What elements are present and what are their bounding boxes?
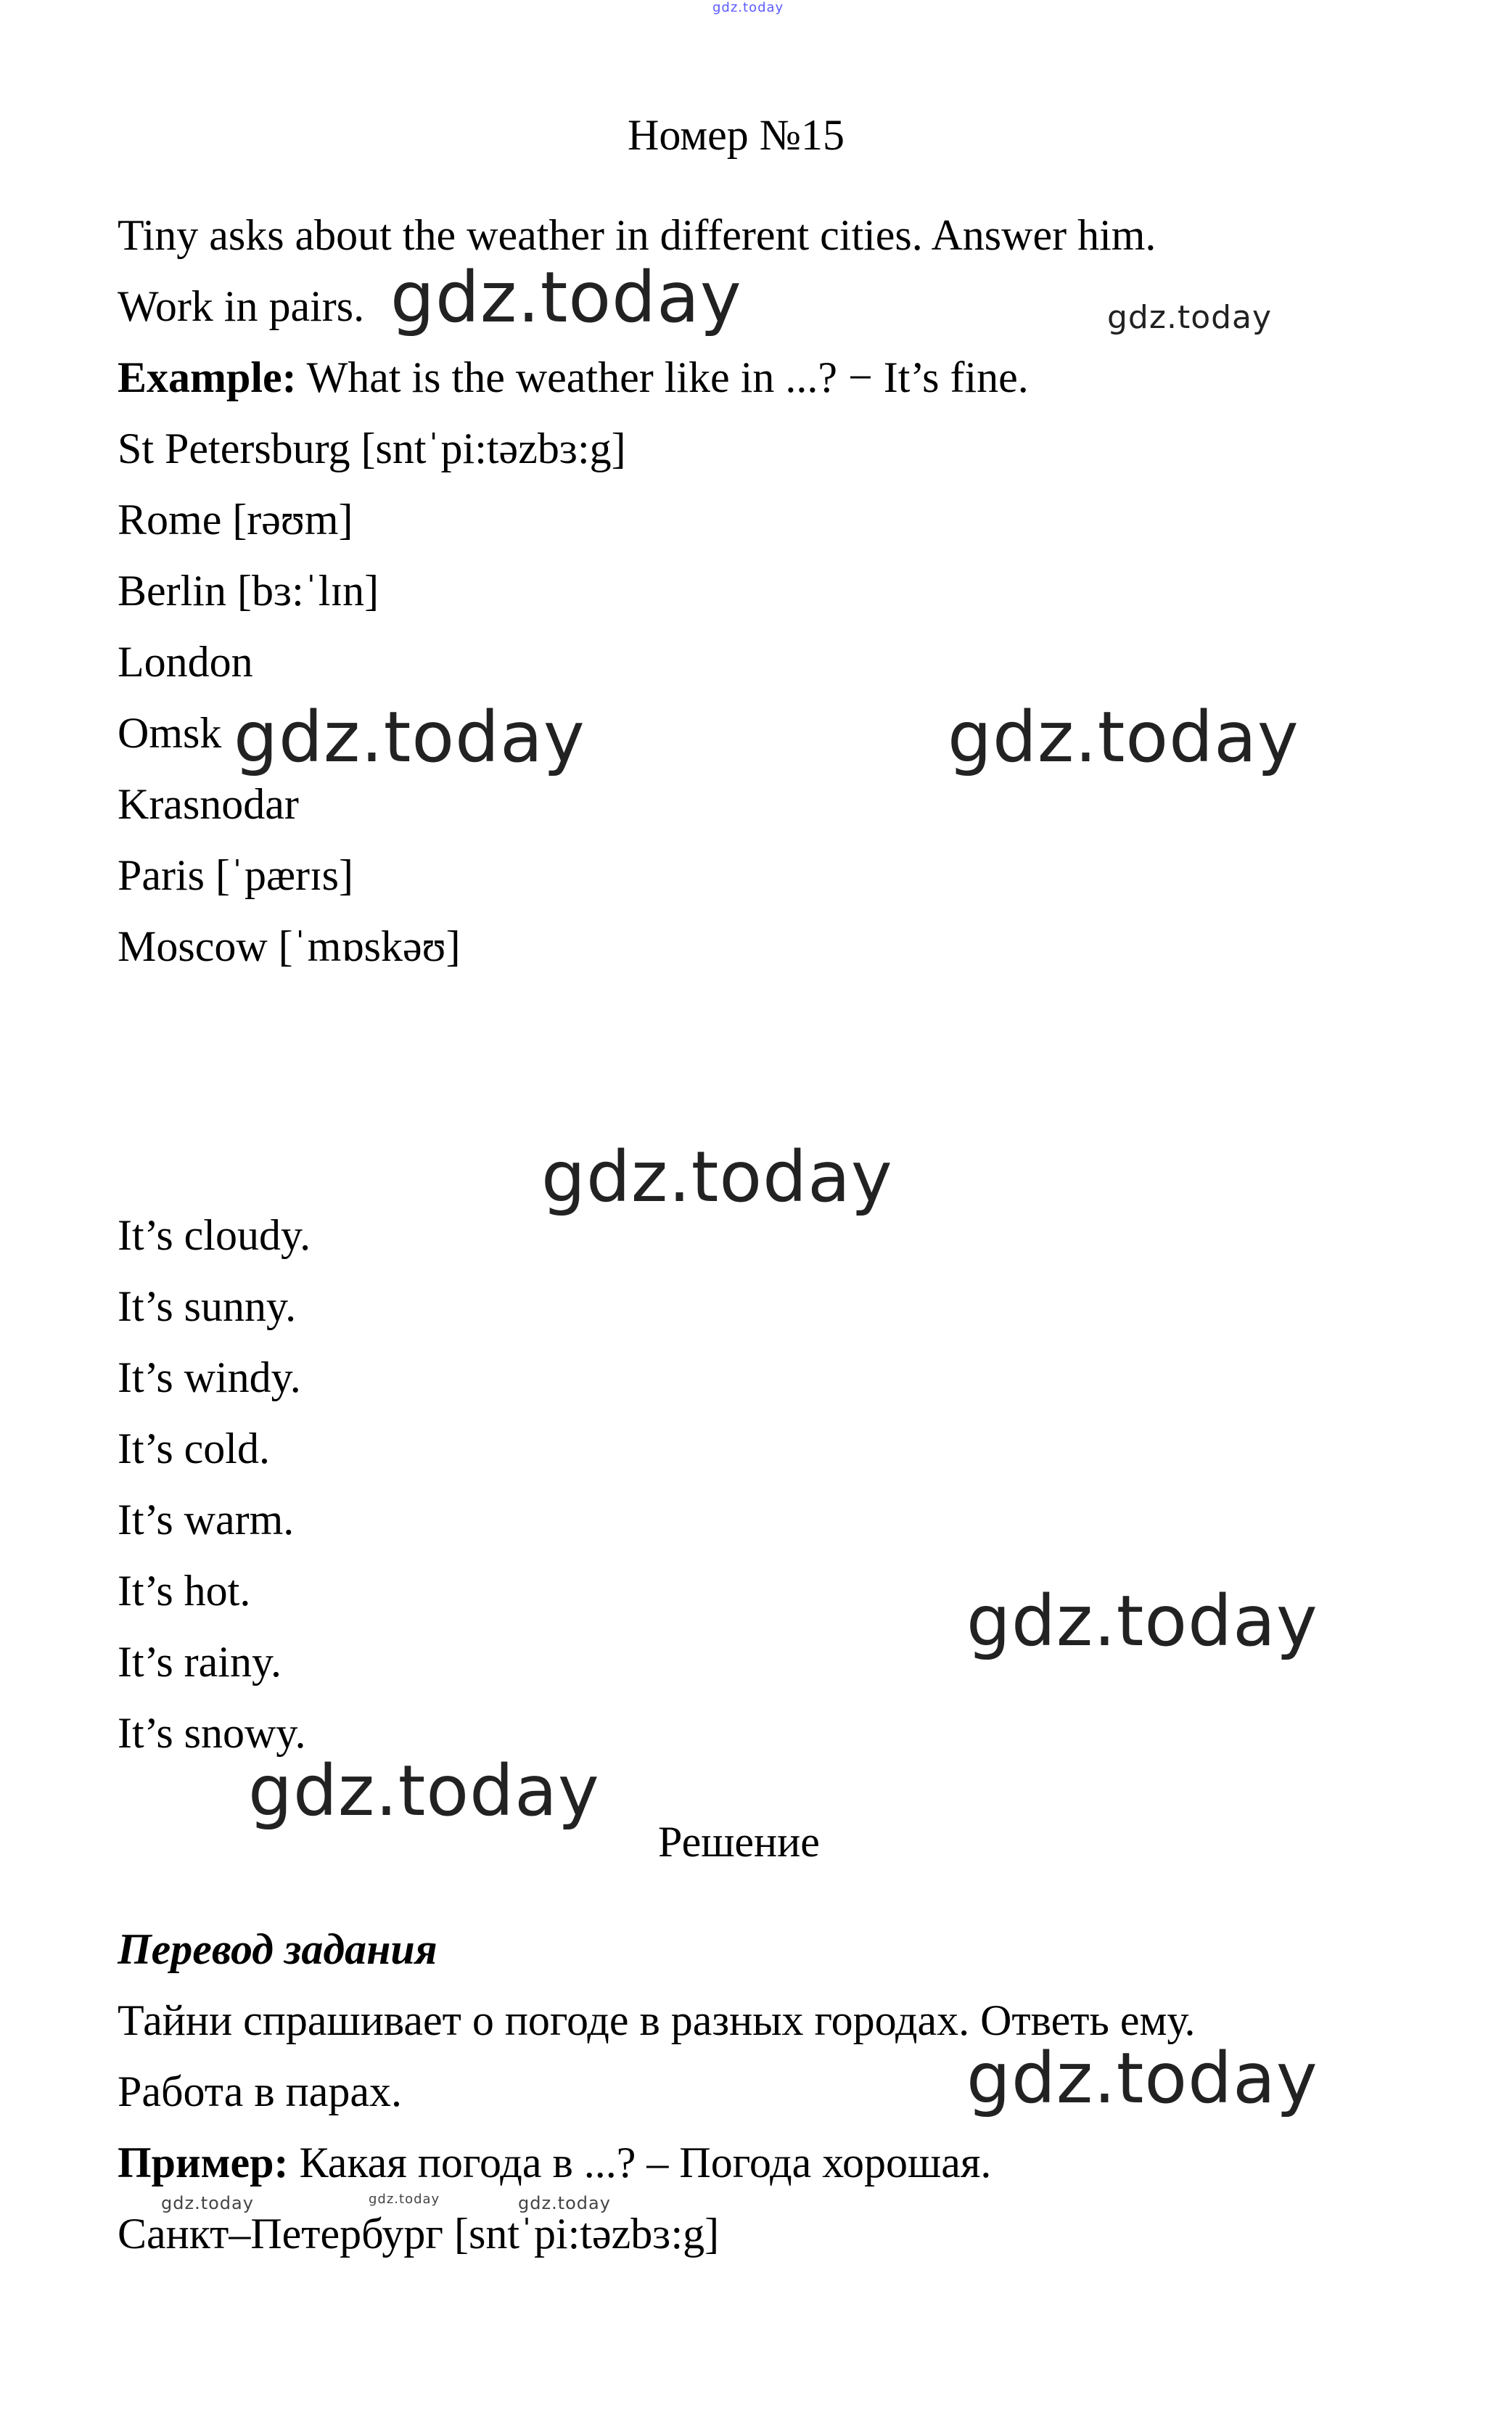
weather-item: It’s snowy. <box>118 1709 306 1757</box>
translation-example-label: Пример: <box>118 2139 289 2187</box>
watermark: gdz.today <box>1107 299 1273 336</box>
city-item: Omsk <box>118 709 222 757</box>
weather-item: It’s sunny. <box>118 1282 297 1330</box>
watermark: gdz.today <box>369 2192 440 2207</box>
city-item: Rome [rəʊm] <box>118 496 353 544</box>
watermark: gdz.today <box>966 2038 1318 2119</box>
translation-city: Санкт–Петербург [sntˈpi:təzbɜ:g] <box>118 2210 720 2258</box>
example-text: What is the weather like in ...? − It’s fine. <box>296 353 1029 401</box>
city-item: Berlin [bɜ:ˈlɪn] <box>118 567 379 615</box>
watermark: gdz.today <box>541 1136 893 1218</box>
translation-line-1: Тайни спрашивает о погоде в разных городах. Ответь ему. <box>118 1996 1196 2044</box>
translation-heading: Перевод задания <box>118 1925 437 1973</box>
watermark: gdz.today <box>948 697 1299 778</box>
city-item: St Petersburg [sntˈpi:təzbɜ:g] <box>118 425 626 472</box>
city-item: London <box>118 638 253 686</box>
translation-line-2: Работа в парах. <box>118 2067 403 2115</box>
watermark: gdz.today <box>248 1750 600 1832</box>
watermark: gdz.today <box>966 1581 1318 1662</box>
watermark: gdz.today <box>518 2193 611 2213</box>
weather-item: It’s warm. <box>118 1496 295 1544</box>
watermark: gdz.today <box>161 2193 254 2213</box>
watermark: gdz.today <box>390 257 742 338</box>
example-label: Example: <box>118 353 297 401</box>
city-item: Krasnodar <box>118 780 299 828</box>
city-item: Paris [ˈpærɪs] <box>118 851 353 899</box>
example-line <box>118 353 1029 401</box>
translation-example <box>118 2139 992 2187</box>
solution-heading: Решение <box>658 1818 820 1866</box>
watermark: gdz.today <box>712 0 784 15</box>
watermark: gdz.today <box>234 697 586 778</box>
weather-item: It’s cold. <box>118 1425 270 1472</box>
page-title: Номер №15 <box>628 111 845 159</box>
translation-example-text: Какая погода в ...? – Погода хорошая. <box>288 2139 992 2187</box>
weather-item: It’s cloudy. <box>118 1211 311 1259</box>
city-item: Moscow [ˈmɒskəʊ] <box>118 922 461 970</box>
weather-item: It’s hot. <box>118 1567 251 1615</box>
task-line-1: Tiny asks about the weather in different cities. Answer him. <box>118 211 1156 259</box>
weather-item: It’s rainy. <box>118 1638 282 1686</box>
task-line-2: Work in pairs. <box>118 282 365 330</box>
weather-item: It’s windy. <box>118 1353 301 1401</box>
